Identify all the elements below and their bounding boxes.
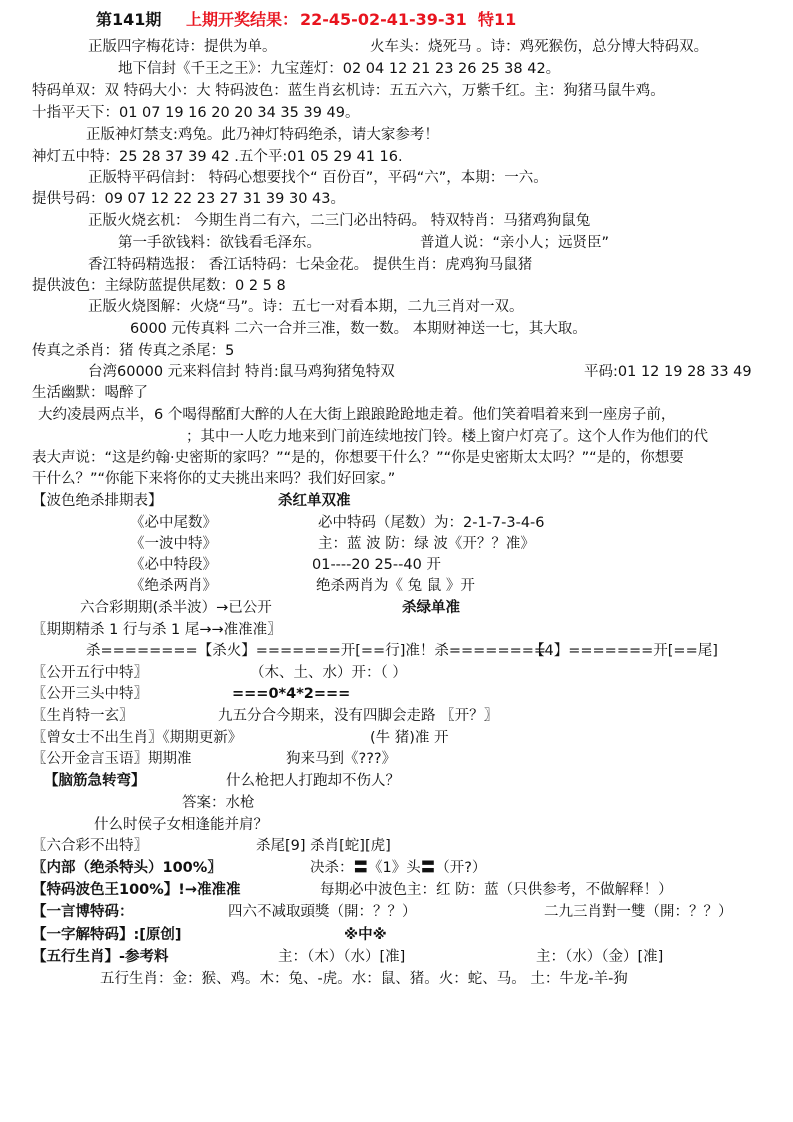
previous-result-numbers: 22-45-02-41-39-31 <box>300 10 467 29</box>
text-line: ===0*4*2=== <box>232 686 351 702</box>
text-line: 【特码波色王100%】!→准准准 <box>32 882 241 898</box>
text-line: 【一言博特码： <box>32 904 134 920</box>
text-line: 〖公开金言玉语〗期期准 <box>32 751 192 767</box>
text-line: 正版火烧图解：火烧“马”。诗：五七一对看本期，二九三肖对一双。 <box>88 299 524 315</box>
blank-bottom-area <box>0 992 793 1122</box>
text-line: 【一字解特码】:[原创] <box>32 927 182 943</box>
text-line: 狗来马到《???》 <box>286 751 397 767</box>
text-line: 杀尾[9] 杀肖[蛇][虎] <box>256 838 391 854</box>
text-line: 【波色绝杀排期表】 <box>32 493 163 509</box>
text-line: 必中特码（尾数）为：2-1-7-3-4-6 <box>318 515 545 531</box>
text-line: 〖内部（绝杀特头）100%〗 <box>32 860 222 876</box>
text-line: 〖曾女士不出生肖〗《期期更新》 <box>32 730 243 746</box>
text-line: 《必中尾数》 <box>130 515 217 531</box>
text-line: 第一手欲钱料：欲钱看毛泽东。 <box>118 235 321 251</box>
text-line: 正版火烧玄机： 今期生肖二有六，二三门必出特码。 特双特肖：马猪鸡狗鼠兔 <box>88 213 591 229</box>
text-line: (牛 猪)准 开 <box>370 730 449 746</box>
text-line: 台湾60000 元来料信封 特肖:鼠马鸡狗猪兔特双 <box>88 364 395 380</box>
text-line: 《必中特段》 <box>130 557 217 573</box>
text-line: 五行生肖：金：猴、鸡。木：兔、-虎。水：鼠、猪。火：蛇、马。 土：牛龙-羊-狗 <box>100 971 628 987</box>
text-line: 二九三肖對一雙（開：？？） <box>544 904 733 920</box>
text-line: 【4】=======开[==尾] <box>530 643 718 659</box>
issue-number: 第141期 <box>96 10 162 29</box>
text-line: 主：蓝 波 防：绿 波《开？？准》 <box>318 536 535 552</box>
text-line: 正版四字梅花诗：提供为单。 <box>88 39 277 55</box>
text-line: ；其中一人吃力地来到门前连续地按门铃。楼上窗户灯亮了。这个人作为他们的代 <box>186 429 708 445</box>
text-line: 生活幽默：喝醉了 <box>32 385 148 401</box>
text-line: （木、土、水）开：（ ） <box>250 665 407 681</box>
text-line: 杀红单双准 <box>278 493 351 509</box>
text-line: 杀绿单准 <box>402 600 460 616</box>
text-line: 【脑筋急转弯】 <box>44 773 146 789</box>
text-line: 干什么？”“你能下来将你的丈夫挑出来吗？我们好回家。” <box>32 471 396 487</box>
text-line: 〖六合彩不出特〗 <box>32 838 148 854</box>
text-line: 什么枪把人打跑却不伤人？ <box>226 773 400 789</box>
text-line: 提供号码：09 07 12 22 23 27 31 39 30 43。 <box>32 191 345 207</box>
text-line: 九五分合今期来，没有四脚会走路 〖开？〗 <box>218 708 499 724</box>
text-line: 《绝杀两肖》 <box>130 578 217 594</box>
text-line: 表大声说：“这是约翰·史密斯的家吗？”“是的，你想要干什么？”“你是史密斯太太吗？”“是的，你想要 <box>32 450 684 466</box>
text-line: 地下信封《千王之王》：九宝莲灯：02 04 12 21 23 26 25 38 42。 <box>118 61 561 77</box>
text-line: 杀========【杀火】=======开[==行]准！杀======== <box>86 643 547 659</box>
text-line: 答案：水枪 <box>182 795 255 811</box>
text-line: 6000 元传真料 二六一合并三准，数一数。 本期财神送一七，其大取。 <box>130 321 587 337</box>
text-line: 十指平天下：01 07 19 16 20 20 34 35 39 49。 <box>32 105 360 121</box>
text-line: 〖期期精杀 1 行与杀 1 尾→→准准准〗 <box>32 622 282 638</box>
text-line: 什么时侯子女相逢能并肩？ <box>94 817 268 833</box>
text-line: 正版特平码信封： 特码心想要找个“ 百份百”，平码“六”，本期：一六。 <box>88 170 548 186</box>
text-line: 每期必中波色主：红 防：蓝（只供参考，不做解释！） <box>320 882 673 898</box>
text-line: 主：（木）（水）[准] <box>278 949 406 965</box>
text-line: 火车头：烧死马 。诗：鸡死猴伤，总分博大特码双。 <box>370 39 709 55</box>
text-line: 〖生肖特一玄〗 <box>32 708 134 724</box>
text-line: 决杀：〓《1》头〓（开?） <box>310 860 487 876</box>
text-line: 平码:01 12 19 28 33 49 <box>584 364 752 380</box>
previous-result-label: 上期开奖结果： <box>186 10 299 29</box>
text-line: 特码单双：双 特码大小：大 特码波色：蓝生肖玄机诗：五五六六，万紫千红。主：狗猪马鼠牛鸡。 <box>32 83 665 99</box>
text-line: 01----20 25--40 开 <box>312 557 441 573</box>
text-line: 提供波色：主绿防蓝提供尾数：0 2 5 8 <box>32 278 286 294</box>
text-line: 【五行生肖】-参考料 <box>32 949 169 965</box>
text-line: ※中※ <box>344 927 387 943</box>
text-line: 《一波中特》 <box>130 536 217 552</box>
text-line: 大约凌晨两点半，6 个喝得酩酊大醉的人在大街上踉踉跄跄地走着。他们笑着唱着来到一座房子前， <box>38 407 676 423</box>
text-line: 六合彩期期(杀半波）→已公开 <box>80 600 272 616</box>
text-line: 〖公开三头中特〗 <box>32 686 148 702</box>
text-line: 〖公开五行中特〗 <box>32 665 148 681</box>
text-line: 绝杀两肖为《 兔 鼠 》开 <box>316 578 475 594</box>
text-line: 传真之杀肖：猪 传真之杀尾：5 <box>32 343 235 359</box>
text-line: 普道人说：“亲小人；远贤臣” <box>420 235 610 251</box>
text-line: 四六不减取頭獎（開：？？） <box>228 904 417 920</box>
text-line: 神灯五中特：25 28 37 39 42 .五个平:01 05 29 41 16. <box>32 149 403 165</box>
text-line: 正版神灯禁支:鸡兔。此乃神灯特码绝杀，请大家参考！ <box>86 127 439 143</box>
text-line: 主：（水）（金）[准] <box>536 949 664 965</box>
previous-result-special: 特11 <box>478 10 517 29</box>
text-line: 香江特码精选报： 香江话特码：七朵金花。 提供生肖：虎鸡狗马鼠猪 <box>88 257 533 273</box>
